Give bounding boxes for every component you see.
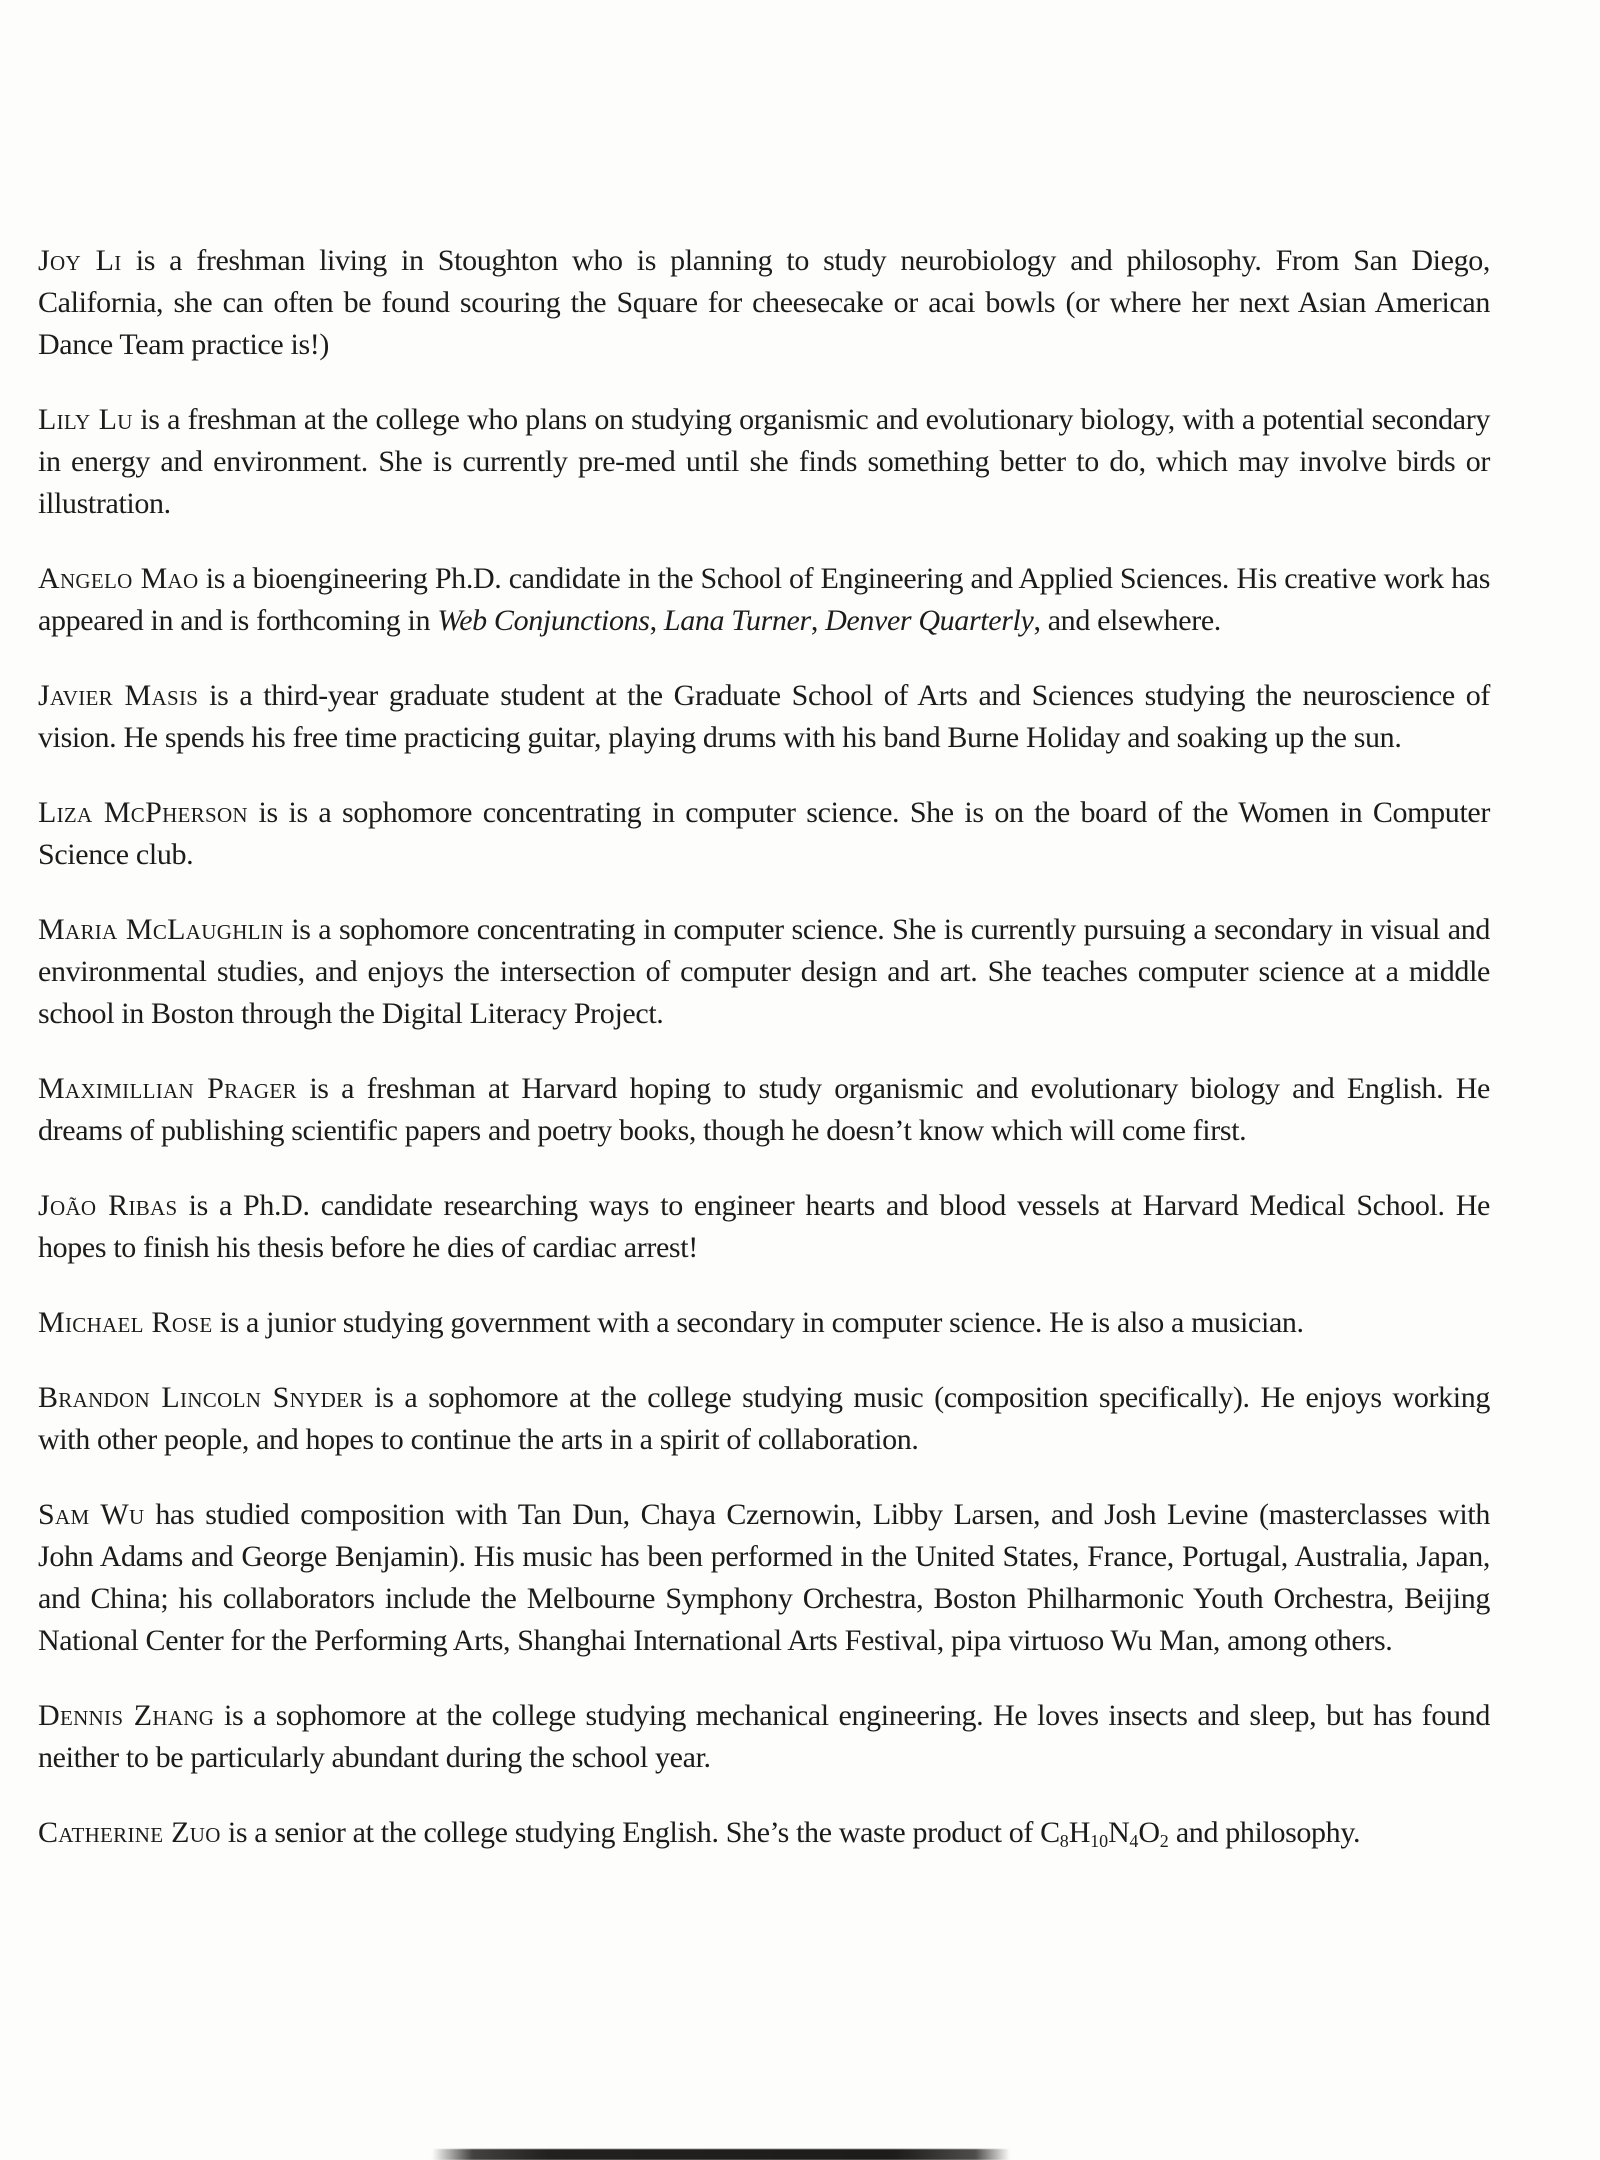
bio-paragraph (38, 1812, 1490, 1862)
bio-paragraph (38, 240, 1490, 366)
bio-text: , and elsewhere. (1033, 604, 1221, 637)
bio-text: has studied composition with Tan Dun, Chaya Czernowin, Libby Larsen, and Josh Levine (masterclasses with John Adams and George Benjamin). His music has been performed in the United States, France, Portugal, Australia, Japan, and China; his collaborators include the Melbourne Symphony Orchestra, Boston Philharmonic Youth Orchestra, Beijing National Center for the Performing Arts, Shanghai International Arts Festival, pipa virtuoso Wu Man, among others. (38, 1498, 1490, 1657)
bottom-page-edge-scan-artifact (432, 2149, 1010, 2160)
bio-text: is a freshman at Harvard hoping to study organismic and evolutionary biology and English. He dreams of publishing scientific papers and poetry books, though he doesn’t know which will come first. (38, 1072, 1490, 1147)
contributor-name: Dennis Zhang (38, 1699, 215, 1732)
bio-text: 10 (1090, 1831, 1109, 1852)
bio-paragraph (38, 1185, 1490, 1269)
bio-paragraph (38, 1302, 1490, 1344)
bio-text: is a senior at the college studying English. She’s the waste product of C (220, 1816, 1060, 1849)
bio-text: is a sophomore at the college studying music (composition specifically). He enjoys working with other people, and hopes to continue the arts in a spirit of collaboration. (38, 1381, 1491, 1456)
bio-text: Web Conjunctions (437, 604, 650, 637)
contributor-name: Javier Masis (38, 679, 199, 712)
bio-paragraph (38, 675, 1490, 759)
bio-text: , (649, 604, 664, 637)
bio-paragraph (38, 909, 1490, 1035)
contributor-name: Sam Wu (38, 1498, 145, 1531)
bio-text: 2 (1159, 1831, 1169, 1852)
bio-text: Denver Quarterly (825, 604, 1034, 637)
contributor-name: Maximillian Prager (38, 1072, 297, 1105)
contributor-name: Brandon Lincoln Snyder (38, 1381, 364, 1414)
bio-paragraph (38, 1695, 1490, 1779)
bio-text: 8 (1059, 1831, 1069, 1852)
bio-text: is a third-year graduate student at the Graduate School of Arts and Sciences studying the neuroscience of vision. He spends his free time practicing guitar, playing drums with his band Burne Holiday and soaking up the sun. (38, 679, 1490, 754)
contributor-name: Catherine Zuo (38, 1816, 221, 1849)
bio-paragraph (38, 1377, 1490, 1461)
contributor-name: Angelo Mao (38, 562, 199, 595)
bio-text: is a junior studying government with a secondary in computer science. He is also a musician. (212, 1306, 1304, 1339)
bio-text: is a sophomore at the college studying mechanical engineering. He loves insects and sleep, but has found neither to be particularly abundant during the school year. (38, 1699, 1490, 1774)
bio-text: 4 (1129, 1831, 1139, 1852)
bio-text: is a Ph.D. candidate researching ways to engineer hearts and blood vessels at Harvard Medical School. He hopes to finish his thesis before he dies of cardiac arrest! (38, 1189, 1490, 1264)
bio-text: is a sophomore concentrating in computer science. She is currently pursuing a secondary in visual and environmental studies, and enjoys the intersection of computer design and art. She teaches computer science at a middle school in Boston through the Digital Literacy Project. (38, 913, 1490, 1030)
contributor-name: Liza McPherson (38, 796, 248, 829)
bio-paragraph (38, 1494, 1490, 1662)
bio-text: and philosophy. (1168, 1816, 1361, 1849)
bio-text: is a freshman living in Stoughton who is planning to study neurobiology and philosophy. From San Diego, California, she can often be found scouring the Square for cheesecake or acai bowls (or where her next Asian American Dance Team practice is!) (38, 244, 1490, 361)
bio-text: O (1138, 1816, 1160, 1849)
bio-text: is a freshman at the college who plans on studying organismic and evolutionary biology, with a potential secondary in energy and environment. She is currently pre-med until she finds something better to do, which may involve birds or illustration. (38, 403, 1490, 520)
bio-paragraph (38, 1068, 1490, 1152)
contributor-name: Maria McLaughlin (38, 913, 284, 946)
contributor-bios (38, 240, 1490, 1862)
bio-paragraph (38, 792, 1490, 876)
bio-text: , (810, 604, 826, 637)
bio-text: N (1108, 1816, 1130, 1849)
contributor-name: Joy Li (38, 244, 122, 277)
bio-text: is is a sophomore concentrating in computer science. She is on the board of the Women in Computer Science club. (38, 796, 1490, 871)
bio-text: is a bioengineering Ph.D. candidate in the School of Engineering and Applied Sciences. His creative work has appeared in and is forthcoming in (38, 562, 1491, 637)
contributor-name: Michael Rose (38, 1306, 213, 1339)
bio-text: H (1068, 1816, 1091, 1849)
bio-paragraph (38, 399, 1490, 525)
contributor-name: Lily Lu (38, 403, 133, 436)
contributor-name: João Ribas (38, 1189, 178, 1222)
bio-text: Lana Turner (663, 604, 811, 637)
bio-paragraph (38, 558, 1490, 642)
